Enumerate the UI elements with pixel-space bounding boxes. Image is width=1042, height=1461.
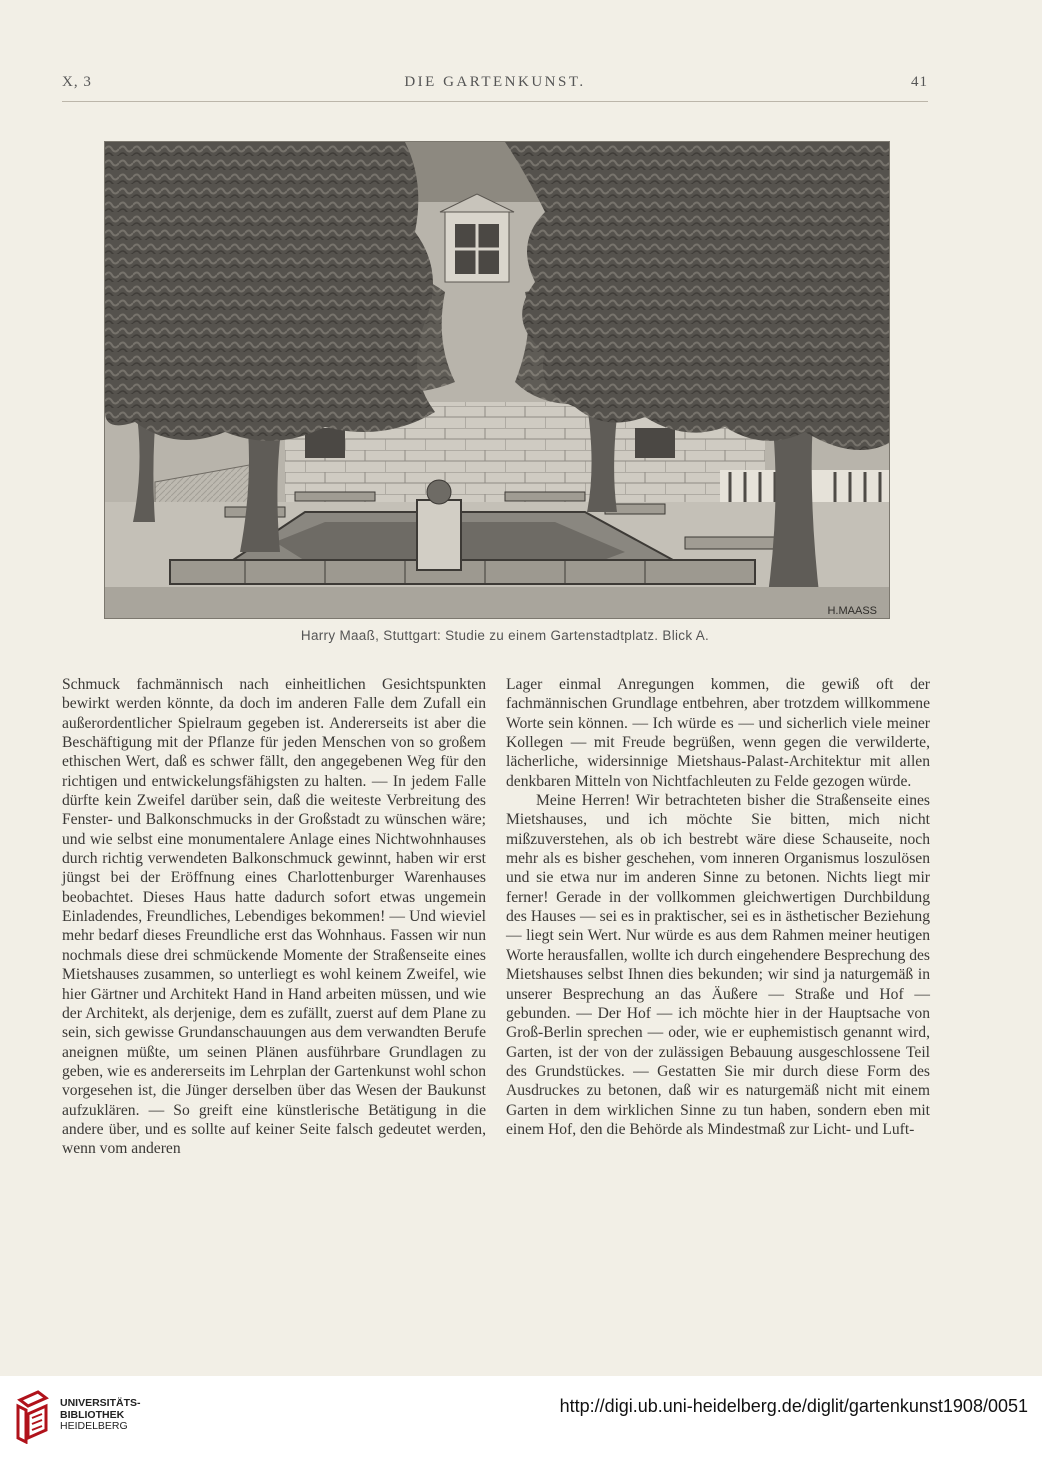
figure-caption: Harry Maaß, Stuttgart: Studie zu einem Gartenstadtplatz. Blick A. bbox=[300, 628, 710, 643]
library-name-line-3: HEIDELBERG bbox=[60, 1420, 128, 1432]
library-logo-icon bbox=[12, 1390, 52, 1444]
right-column bbox=[506, 675, 930, 1139]
running-header bbox=[62, 74, 928, 96]
digitization-footer bbox=[0, 1376, 1042, 1461]
header-rule bbox=[62, 101, 928, 102]
left-paragraph-1: Schmuck fachmännisch nach einheitlichen Gesichtspunkten bewirkt werden könnte, da doch im anderen Falle dem Zufall ein außerordentlicher Spielraum gegeben ist. Andererseits ist aber die Beschäftigung mit der Pflanze für jeden Menschen von so großem ethischen Wert, daß es schwer fällt, den angegebenen Weg für den richtigen und entwickelungsfähigsten zu halten. — In jedem Falle dürfte kein Zweifel darüber sein, daß die weiteste Verbreitung des Fenster- und Balkonschmucks in der Großstadt zu wünschen wäre; und wie selbst eine monumentalere Anlage eines Nichtwohnhauses durch richtig verwendeten Balkonschmuck gewinnt, haben wir erst jüngst bei der Eröffnung eines Charlottenburger Warenhauses beobachtet. Dieses Haus hatte dadurch sofort etwas ungemein Einladendes, Freundliches, Lebendiges bekommen! — Und wieviel mehr bedarf dieses Freundliche erst das Wohnhaus. Fassen wir nun nochmals diese drei schmückende Momente der Straßenseite eines Mietshauses zusammen, so unterliegt es wohl keinem Zweifel, wie hier Gärtner und Architekt Hand in Hand arbeiten müssen, und wie der Architekt, als derjenige, dem es zufällt, zuerst auf dem Plane zu sein, sich gewisse Grundanschauungen aus dem verwandten Berufe aneignen müßte, um seinen Plänen ausführbare Grundlagen zu geben, wie es andererseits im Lehrplan der Gartenkunst wohl schon vorgesehen ist, die Jünger derselben über das Wesen der Baukunst aufzuklären. — So greift eine künstlerische Betätigung in die andere über, und es sollte auf keiner Seite falsch gedeutet werden, wenn vom anderen bbox=[62, 676, 486, 1158]
library-name-line-1: UNIVERSITÄTS- bbox=[60, 1397, 141, 1409]
volume-number: X, 3 bbox=[62, 74, 92, 90]
right-paragraph-2: Meine Herren! Wir betrachteten bisher die Straßenseite eines Mietshauses, und ich möchte Sie bitten, mich nicht mißzuverstehen, als ob ich bestrebt wäre diese Schauseite, noch mehr als es bisher geschehen, vom inneren Organismus loszulösen und sie etwa nur im anderen Sinne zu betonen. Nichts liegt mir ferner! Gerade in der vollkommen gleichwertigen Durchbildung des Hauses — sei es in praktischer, sei es in ästhetischer Beziehung — liegt sein Wert. Nur würde es aus dem Rahmen meiner heutigen Worte herausfallen, wollte ich durch eingehendere Besprechung des Mietshauses selbst Ihnen dies bekunden; wir sind ja naturgemäß in unserer Besprechung an das Äußere — Straße und Hof — gebunden. — Der Hof — ich möchte hier in der Hauptsache von Groß-Berlin sprechen — oder, wie er euphemistisch genannt wird, Garten, ist der von der zulässigen Bebauung ausgeschlossene Teil des Grundstückes. — Gestatten Sie mir durch diese Form des Ausdruckes zu betonen, daß wir es naturgemäß nicht mit einem Garten in dem wirklichen Sinne zu tun haben, sondern eben mit einem Hof, den die Behörde als Mindestmaß zur Licht- und Luft- bbox=[506, 792, 930, 1138]
library-name bbox=[60, 1398, 141, 1433]
garden-square-illustration bbox=[104, 141, 890, 619]
page-number: 41 bbox=[911, 74, 928, 90]
illustration-drawing bbox=[105, 142, 890, 619]
journal-title: DIE GARTENKUNST. bbox=[404, 74, 586, 90]
artist-signature: H.MAASS bbox=[827, 605, 877, 617]
right-paragraph-1: Lager einmal Anregungen kommen, die gewiß oft der fachmännischen Grundlage entbehren, aber trotzdem willkommene Worte sein können. — Ich würde es — und sicherlich viele meiner Kollegen — mit Freude begrüßen, wenn gegen die verwilderte, lächerliche, widersinnige Mietshaus-Palast-Architektur mit allen denkbaren Mitteln von Nichtfachleuten zu Felde gezogen würde. bbox=[506, 676, 930, 790]
source-url-link[interactable]: http://digi.ub.uni-heidelberg.de/diglit/gartenkunst1908/0051 bbox=[559, 1396, 1028, 1416]
left-column bbox=[62, 675, 486, 1159]
library-name-line-2: BIBLIOTHEK bbox=[60, 1408, 125, 1421]
